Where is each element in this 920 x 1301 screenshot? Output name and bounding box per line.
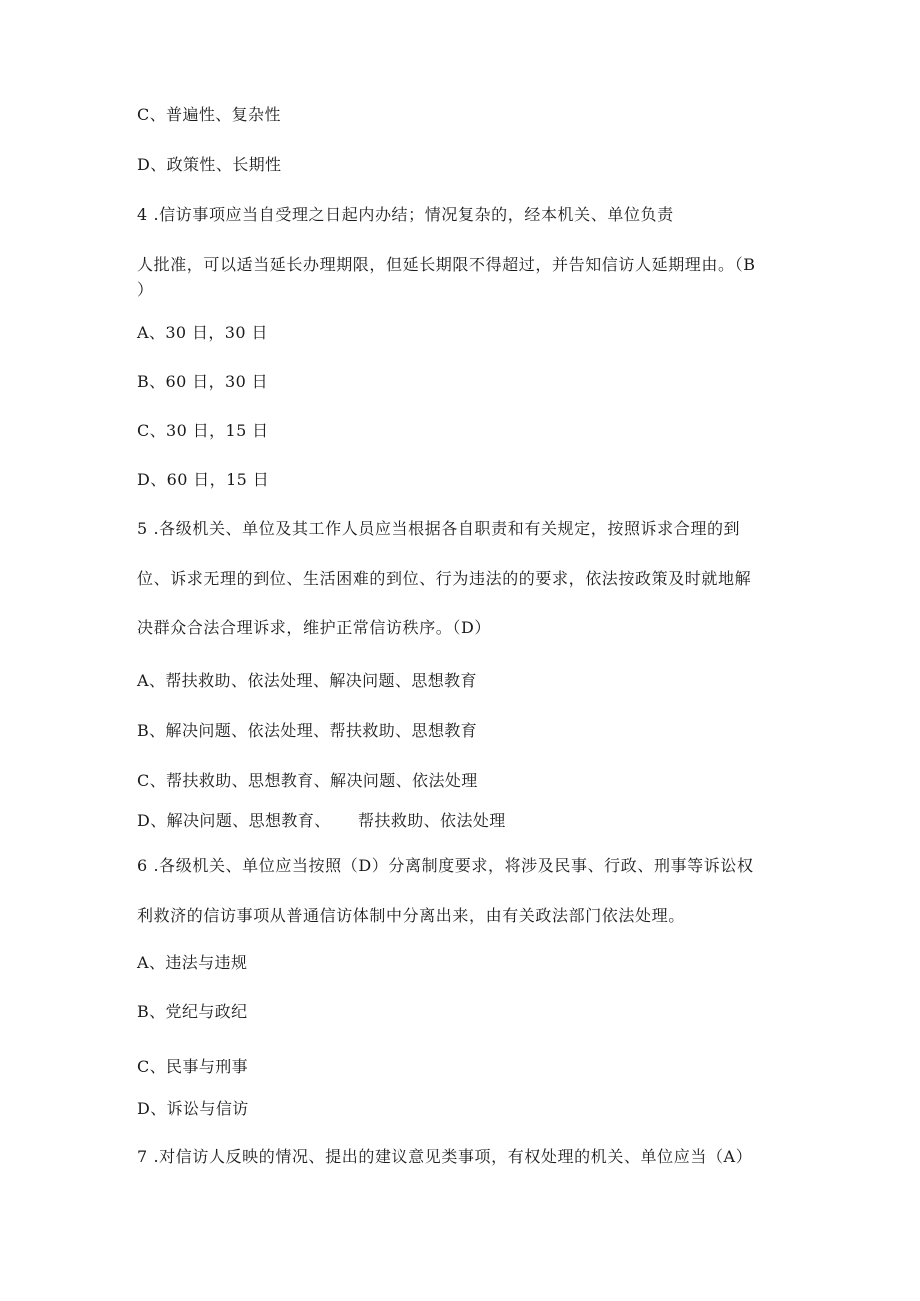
question-4-line-2: 人批准，可以适当延长办理期限，但延长期限不得超过，并告知信访人延期理由。（B — [137, 255, 756, 274]
question-4-line-3: ） — [137, 280, 154, 299]
option-b-q5: B、解决问题、依法处理、帮扶救助、思想教育 — [137, 721, 478, 740]
question-5-line-1: 5 .各级机关、单位及其工作人员应当根据各自职责和有关规定，按照诉求合理的到 — [137, 519, 741, 538]
option-a-q5: A、帮扶救助、依法处理、解决问题、思想教育 — [137, 671, 477, 690]
option-d-q3: D、政策性、长期性 — [137, 155, 282, 174]
option-a-q6: A、违法与违规 — [137, 953, 248, 972]
option-b-q4: B、60 日，30 日 — [137, 372, 269, 391]
option-d-q4: D、60 日，15 日 — [137, 470, 270, 489]
option-d-q5: D、解决问题、思想教育、 帮扶救助、依法处理 — [137, 811, 506, 830]
option-c-q6: C、民事与刑事 — [137, 1057, 249, 1076]
question-6-line-1: 6 .各级机关、单位应当按照（D）分离制度要求，将涉及民事、行政、刑事等诉讼权 — [137, 856, 754, 875]
option-a-q4: A、30 日，30 日 — [137, 323, 268, 342]
option-c-q3: C、普遍性、复杂性 — [137, 105, 281, 124]
question-6-line-2: 利救济的信访事项从普通信访体制中分离出来，由有关政法部门依法处理。 — [137, 906, 685, 925]
option-c-q4: C、30 日，15 日 — [137, 421, 269, 440]
question-7-line-1: 7 .对信访人反映的情况、提出的建议意见类事项，有权处理的机关、单位应当（A） — [137, 1147, 753, 1166]
question-5-line-3: 决群众合法合理诉求，维护正常信访秩序。（D） — [137, 618, 492, 637]
option-c-q5: C、帮扶救助、思想教育、解决问题、依法处理 — [137, 771, 478, 790]
option-d-q6: D、诉讼与信访 — [137, 1099, 249, 1118]
option-b-q6: B、党纪与政纪 — [137, 1002, 248, 1021]
question-4-line-1: 4 .信访事项应当自受理之日起内办结；情况复杂的，经本机关、单位负责 — [137, 205, 674, 224]
question-5-line-2: 位、诉求无理的到位、生活困难的到位、行为违法的的要求，依法按政策及时就地解 — [137, 569, 752, 588]
